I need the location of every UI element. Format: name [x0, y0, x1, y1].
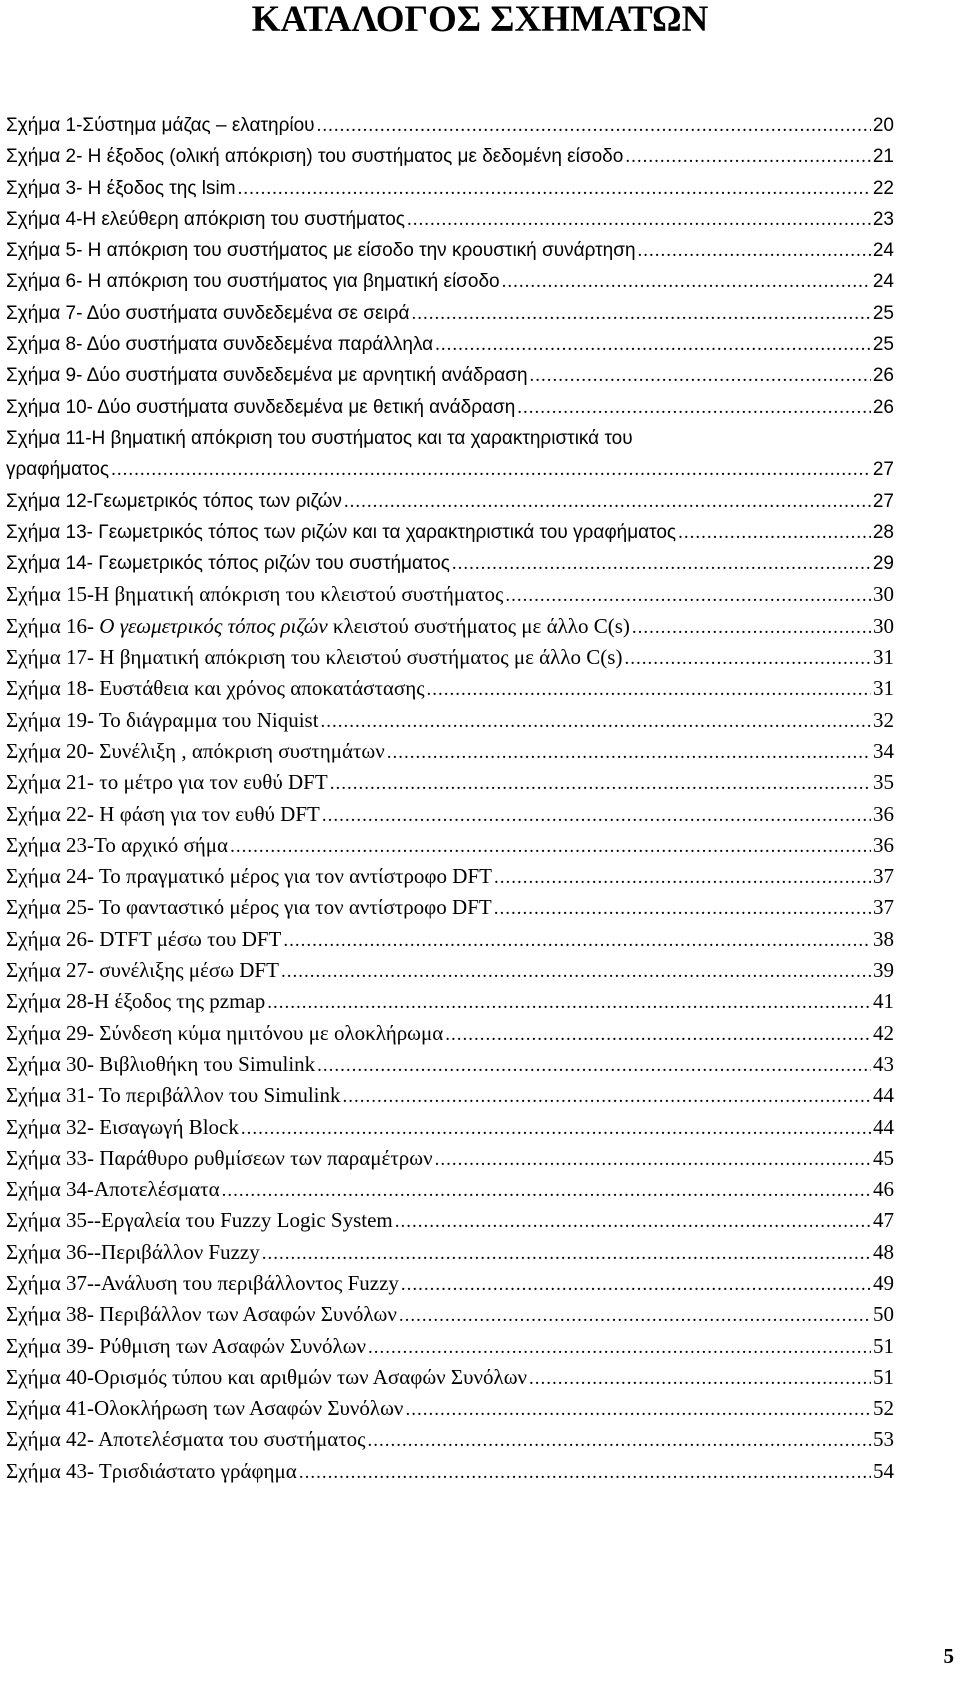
- toc-entry[interactable]: [6, 329, 894, 360]
- dot-leader: [230, 831, 871, 862]
- toc-entry[interactable]: [6, 1299, 894, 1330]
- dot-leader: [111, 454, 871, 485]
- toc-entry-title: Σχήμα 15-Η βηματική απόκριση του κλειστού συστήματος: [6, 582, 504, 607]
- toc-entry[interactable]: [6, 1237, 894, 1268]
- toc-entry[interactable]: [6, 1331, 894, 1362]
- toc-entry[interactable]: [6, 611, 894, 642]
- toc-entry[interactable]: [6, 173, 894, 204]
- toc-entry-title: Σχήμα 14- Γεωμετρικός τόπος ριζών του συστήματος: [6, 553, 450, 575]
- page-title: ΚΑΤΑΛΟΓΟΣ ΣΧΗΜΑΤΩΝ: [251, 0, 709, 40]
- toc-entry[interactable]: [6, 955, 894, 986]
- toc-entry[interactable]: [6, 767, 894, 798]
- toc-entry[interactable]: [6, 1205, 894, 1236]
- toc-entry-title: Σχήμα 43- Τρισδιάστατο γράφημα: [6, 1458, 297, 1483]
- toc-entry-title: Σχήμα 30- Βιβλιοθήκη του Simulink: [6, 1051, 316, 1076]
- dot-leader: [407, 204, 871, 235]
- toc-entry-page: 49: [873, 1270, 894, 1295]
- toc-entry-title: Σχήμα 38- Περιβάλλον των Ασαφών Συνόλων: [6, 1302, 397, 1327]
- toc-entry-title: Σχήμα 11-Η βηματική απόκριση του συστήματος και τα χαρακτηριστικά του: [6, 427, 633, 449]
- toc-entry-page: 44: [873, 1114, 894, 1139]
- toc-entry[interactable]: [6, 986, 894, 1017]
- toc-entry[interactable]: [6, 392, 894, 423]
- toc-entry-page: 37: [873, 864, 894, 889]
- toc-entry-title: Σχήμα 18- Ευστάθεια και χρόνος αποκατάστασης: [6, 676, 425, 701]
- toc-entry-title: Σχήμα 31- Το περιβάλλον του Simulink: [6, 1083, 341, 1108]
- toc-entry[interactable]: [6, 110, 894, 141]
- toc-entry[interactable]: [6, 799, 894, 830]
- toc-entry[interactable]: [6, 1456, 894, 1487]
- dot-leader: [401, 1269, 871, 1300]
- toc-entry-page: 45: [873, 1145, 894, 1170]
- dot-leader: [322, 800, 871, 831]
- toc-entry-page: 36: [873, 832, 894, 857]
- dot-leader: [678, 517, 871, 548]
- toc-entry-page: 27: [872, 459, 894, 481]
- toc-entry-title-italic: Ο γεωμετρικός τόπος ριζών: [99, 613, 328, 638]
- toc-entry-page: 50: [873, 1302, 894, 1327]
- toc-entry-title: [6, 611, 630, 642]
- toc-entry[interactable]: [6, 298, 894, 329]
- toc-entry-title: Σχήμα 4-Η ελεύθερη απόκριση του συστήματος: [6, 208, 405, 230]
- toc-entry-page: 25: [872, 334, 894, 356]
- dot-leader: [517, 392, 871, 423]
- dot-leader: [241, 1113, 871, 1144]
- dot-leader: [330, 768, 871, 799]
- toc-entry-page: 24: [872, 240, 894, 262]
- toc-entry-page: 46: [873, 1177, 894, 1202]
- toc-entry-page: 52: [873, 1396, 894, 1421]
- toc-entry-title-prefix: Σχήμα 16-: [6, 613, 100, 638]
- toc-entry[interactable]: [6, 1143, 894, 1174]
- toc-entry-title: Σχήμα 32- Εισαγωγή Block: [6, 1114, 239, 1139]
- toc-entry-title: Σχήμα 26- DTFT μέσω του DFT: [6, 926, 282, 951]
- dot-leader: [344, 486, 871, 517]
- dot-leader: [299, 1457, 871, 1488]
- page-number: 5: [943, 1644, 954, 1668]
- dot-leader: [238, 173, 871, 204]
- toc-entry[interactable]: [6, 1393, 894, 1424]
- toc-entry[interactable]: [6, 548, 894, 579]
- toc-entry-title: Σχήμα 8- Δύο συστήματα συνδεδεμένα παράλληλα: [6, 334, 434, 356]
- toc-entry-title: Σχήμα 12-Γεωμετρικός τόπος των ριζών: [6, 490, 342, 512]
- dot-leader: [494, 862, 871, 893]
- toc-entry-page: 20: [872, 115, 894, 136]
- toc-entry[interactable]: [6, 1174, 894, 1205]
- dot-leader: [387, 737, 871, 768]
- toc-entry-title: Σχήμα 17- Η βηματική απόκριση του κλειστού συστήματος με άλλο C(s): [6, 645, 623, 670]
- toc-entry-title: Σχήμα 39- Ρύθμιση των Ασαφών Συνόλων: [6, 1333, 367, 1358]
- dot-leader: [529, 1363, 871, 1394]
- toc-entry-title: Σχήμα 23-Το αρχικό σήμα: [6, 832, 229, 857]
- toc-entry-title: Σχήμα 3- Η έξοδος της lsim: [6, 177, 236, 199]
- toc-entry-page: 23: [872, 208, 894, 230]
- toc-entry-page: 32: [873, 707, 894, 732]
- toc-entry-title: Σχήμα 42- Αποτελέσματα του συστήματος: [6, 1427, 366, 1452]
- dot-leader: [638, 235, 871, 266]
- dot-leader: [262, 1238, 871, 1269]
- toc-entry[interactable]: [6, 486, 894, 517]
- toc-entry-page: 31: [873, 645, 894, 670]
- toc-entry-page: 21: [872, 146, 894, 168]
- dot-leader: [222, 1175, 871, 1206]
- toc-entry-page: 43: [873, 1051, 894, 1076]
- toc-entry[interactable]: [6, 423, 894, 486]
- toc-entry-page: 25: [872, 302, 894, 324]
- toc-entry-title: Σχήμα 2- Η έξοδος (ολική απόκριση) του συστήματος με δεδομένη είσοδο: [6, 146, 624, 168]
- toc-entry-page: 22: [872, 177, 894, 199]
- toc-entry-title: Σχήμα 10- Δύο συστήματα συνδεδεμένα με θετική ανάδραση: [6, 396, 516, 418]
- toc-entry-title: Σχήμα 1-Σύστημα μάζας – ελατηρίου: [6, 115, 315, 136]
- toc-entry-title: Σχήμα 34-Αποτελέσματα: [6, 1177, 220, 1202]
- toc-entry-title: Σχήμα 28-Η έξοδος της pzmap: [6, 989, 266, 1014]
- toc-entry-title: Σχήμα 29- Σύνδεση κύμα ημιτόνου με ολοκλήρωμα: [6, 1020, 444, 1045]
- toc-entry-title: Σχήμα 33- Παράθυρο ρυθμίσεων των παραμέτρων: [6, 1145, 433, 1170]
- dot-leader: [411, 298, 870, 329]
- toc-entry-page: 42: [873, 1020, 894, 1045]
- toc-entry-page: 27: [872, 490, 894, 512]
- toc-entry-page: 24: [872, 271, 894, 293]
- toc-entry[interactable]: [6, 141, 894, 172]
- toc-entry[interactable]: [6, 924, 894, 955]
- table-of-figures: [6, 110, 894, 1487]
- toc-entry-title: Σχήμα 41-Ολοκλήρωση των Ασαφών Συνόλων: [6, 1396, 404, 1421]
- toc-entry[interactable]: [6, 1268, 894, 1299]
- dot-leader: [317, 1050, 871, 1081]
- toc-entry-page: 36: [873, 801, 894, 826]
- toc-entry-page: 38: [873, 926, 894, 951]
- toc-entry-page: 44: [873, 1083, 894, 1108]
- toc-entry-page: 30: [873, 582, 894, 607]
- dot-leader: [632, 612, 871, 643]
- toc-entry[interactable]: [6, 1080, 894, 1111]
- toc-entry-title-continuation: γραφήματος: [6, 459, 110, 481]
- dot-leader: [502, 266, 871, 297]
- toc-entry-title-suffix: κλειστού συστήματος με άλλο C(s): [327, 613, 630, 638]
- toc-entry-title: Σχήμα 6- Η απόκριση του συστήματος για βηματική είσοδο: [6, 271, 500, 293]
- dot-leader: [435, 1144, 871, 1175]
- dot-leader: [405, 1394, 871, 1425]
- toc-entry-page: 26: [872, 365, 894, 387]
- dot-leader: [530, 360, 871, 391]
- toc-entry-title: Σχήμα 24- Το πραγματικό μέρος για τον αντίστροφο DFT: [6, 864, 492, 889]
- toc-entry[interactable]: [6, 1112, 894, 1143]
- toc-entry-page: 51: [873, 1333, 894, 1358]
- toc-entry-page: 47: [873, 1208, 894, 1233]
- toc-entry[interactable]: [6, 673, 894, 704]
- dot-leader: [624, 643, 871, 674]
- dot-leader: [367, 1425, 871, 1456]
- toc-entry[interactable]: [6, 1362, 894, 1393]
- toc-entry-title: Σχήμα 20- Συνέλιξη , απόκριση συστημάτων: [6, 738, 385, 763]
- toc-entry-title: Σχήμα 21- το μέτρο για τον ευθύ DFT: [6, 770, 328, 795]
- toc-entry-page: 41: [873, 989, 894, 1014]
- dot-leader: [452, 548, 871, 579]
- toc-entry[interactable]: [6, 892, 894, 923]
- toc-entry[interactable]: [6, 705, 894, 736]
- toc-entry-title: Σχήμα 22- Η φάση για τον ευθύ DFT: [6, 801, 320, 826]
- dot-leader: [342, 1081, 871, 1112]
- toc-entry[interactable]: [6, 736, 894, 767]
- toc-entry-title: Σχήμα 40-Ορισμός τύπου και αριθμών των Ασαφών Συνόλων: [6, 1364, 528, 1389]
- toc-entry-page: 31: [873, 676, 894, 701]
- toc-entry-title: Σχήμα 37--Ανάλυση του περιβάλλοντος Fuzzy: [6, 1270, 399, 1295]
- toc-entry-page: 37: [873, 895, 894, 920]
- dot-leader: [281, 956, 871, 987]
- dot-leader: [395, 1206, 871, 1237]
- toc-entry-page: 39: [873, 958, 894, 983]
- toc-entry-page: 51: [873, 1364, 894, 1389]
- toc-entry-page: 54: [873, 1458, 894, 1483]
- toc-entry[interactable]: [6, 1424, 894, 1455]
- toc-entry-title: Σχήμα 27- συνέλιξης μέσω DFT: [6, 958, 279, 983]
- dot-leader: [427, 674, 871, 705]
- toc-entry[interactable]: [6, 235, 894, 266]
- dot-leader: [494, 893, 871, 924]
- dot-leader: [267, 987, 871, 1018]
- dot-leader: [399, 1300, 871, 1331]
- toc-entry[interactable]: [6, 517, 894, 548]
- toc-entry[interactable]: [6, 642, 894, 673]
- dot-leader: [505, 580, 871, 611]
- toc-entry-page: 53: [873, 1427, 894, 1452]
- toc-entry-title: Σχήμα 25- Το φανταστικό μέρος για τον αντίστροφο DFT: [6, 895, 492, 920]
- toc-entry-title: Σχήμα 19- Το διάγραμμα του Niquist: [6, 707, 319, 732]
- dot-leader: [317, 110, 871, 141]
- toc-entry[interactable]: [6, 1049, 894, 1080]
- toc-entry[interactable]: [6, 204, 894, 235]
- toc-entry-title: Σχήμα 35--Εργαλεία του Fuzzy Logic System: [6, 1208, 393, 1233]
- toc-entry[interactable]: [6, 830, 894, 861]
- toc-entry-page: 34: [873, 738, 894, 763]
- toc-entry-page: 26: [872, 396, 894, 418]
- dot-leader: [321, 706, 871, 737]
- dot-leader: [445, 1019, 871, 1050]
- toc-entry-title: Σχήμα 9- Δύο συστήματα συνδεδεμένα με αρνητική ανάδραση: [6, 365, 528, 387]
- toc-entry-page: 29: [872, 553, 894, 575]
- toc-entry-title: Σχήμα 5- Η απόκριση του συστήματος με είσοδο την κρουστική συνάρτηση: [6, 240, 636, 262]
- dot-leader: [368, 1332, 871, 1363]
- toc-entry-title: Σχήμα 13- Γεωμετρικός τόπος των ριζών και τα χαρακτηριστικά του γραφήματος: [6, 521, 677, 543]
- toc-entry[interactable]: [6, 1018, 894, 1049]
- toc-entry-title: Σχήμα 7- Δύο συστήματα συνδεδεμένα σε σειρά: [6, 302, 410, 324]
- toc-entry[interactable]: [6, 579, 894, 610]
- dot-leader: [283, 925, 871, 956]
- toc-entry-page: 28: [872, 521, 894, 543]
- toc-entry[interactable]: [6, 861, 894, 892]
- toc-entry-page: 30: [873, 613, 894, 638]
- toc-entry[interactable]: [6, 266, 894, 297]
- toc-entry[interactable]: [6, 360, 894, 391]
- dot-leader: [435, 329, 871, 360]
- toc-entry-title: Σχήμα 36--Περιβάλλον Fuzzy: [6, 1239, 260, 1264]
- dot-leader: [625, 141, 871, 172]
- toc-entry-page: 35: [873, 770, 894, 795]
- toc-entry-page: 48: [873, 1239, 894, 1264]
